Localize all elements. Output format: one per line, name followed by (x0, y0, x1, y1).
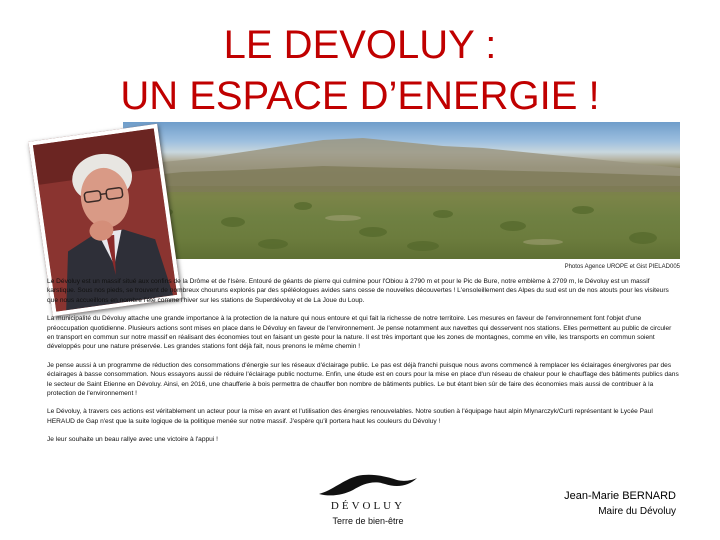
title-line-2: UN ESPACE D’ENERGIE ! (120, 74, 600, 118)
paragraph: La municipalité du Dévoluy attache une grande importance à la protection de la nature qui nous entoure et qui fait la richesse de notre territoire. Les mesures en faveur de l'environnement font l'objet d'une préoccupation quotidienne. Plusieurs actions sont mises en place dans le Dévoluy en faveur de l'environnement. Je pense notamment aux navettes qui desservent nos stations. Elles permettent au public de circuler en transport en commun sur notre massif en réalisant des économies tout en faisant un geste pour la nature. Il est très important que les zones de montagnes, comme en ville, les transports en commun soient développés pour une nature préservée. Les grandes stations font déjà fait, nous prenons le même chemin ! (47, 315, 672, 351)
logo-tagline: Terre de bien-être (332, 516, 404, 526)
photo-credit: Photos Agence UROPE et Gist PIELAD005 (564, 264, 680, 270)
paragraph: Le Dévoluy, à travers ces actions est véritablement un acteur pour la mise en avant et l'utilisation des énergies renouvelables. Notre soutien à l'équipage haut alpin Mlynarczyk/Curti représentant le Lycée Paul HERAUD de Gap n'est que la suite logique de la politique menée sur notre massif. J'espère qu'il portera haut les couleurs du Dévoluy ! (47, 408, 653, 425)
paragraph: Le Dévoluy est un massif situé aux confins de la Drôme et de l'Isère. Entouré de géants de pierre qui culmine pour l'Obiou à 2790 m et pour le Pic de Bure, notre emblème à 2709 m, le Dévoluy est un massif karstique. Sous nos pieds, se trouvent de nombreux chouruns explorés par des spéléologues avides sans cesse de nouvelles découvertes ! L'ensoleillement des Alpes du sud est un de nos atouts pour les visiteurs que nous accueillons en nombre l'été comme l'hiver sur les stations de Superdévoluy et de La Joue du Loup. (47, 278, 669, 304)
devoluy-logo (313, 470, 423, 532)
paragraph: Je pense aussi à un programme de réduction des consommations d'énergie sur les réseaux d'éclairage public. Le pas est déjà franchi puisque nous avons commencé à remplacer les éclairages énergivores par des éclairages à basse consommation. Nous essayons aussi de réduire l'éclairage public nocturne. Enfin, une étude est en cours pour la mise en place d'un réseau de chaleur pour le chauffage des bâtiments publics dans le secteur de Saint Etienne en Dévoluy. Ainsi, en 2016, une chaufferie à bois permettra de chauffer bon nombre de bâtiments publics. Le but étant bien sûr de faire des économies mais aussi de contribuer à la protection de l'environnement ! (47, 361, 679, 398)
paragraph: Je leur souhaite un beau rallye avec une victoire à l'appui ! (47, 436, 218, 444)
landscape-photo (123, 122, 680, 259)
signature-name: Jean-Marie BERNARD (564, 490, 676, 502)
logo-wordmark: DÉVOLUY (330, 500, 406, 512)
letter-body (47, 277, 679, 454)
signature-role: Maire du Dévoluy (598, 506, 676, 517)
mountain-logo-icon (313, 470, 423, 500)
title-line-1: LE DEVOLUY : (223, 23, 497, 67)
